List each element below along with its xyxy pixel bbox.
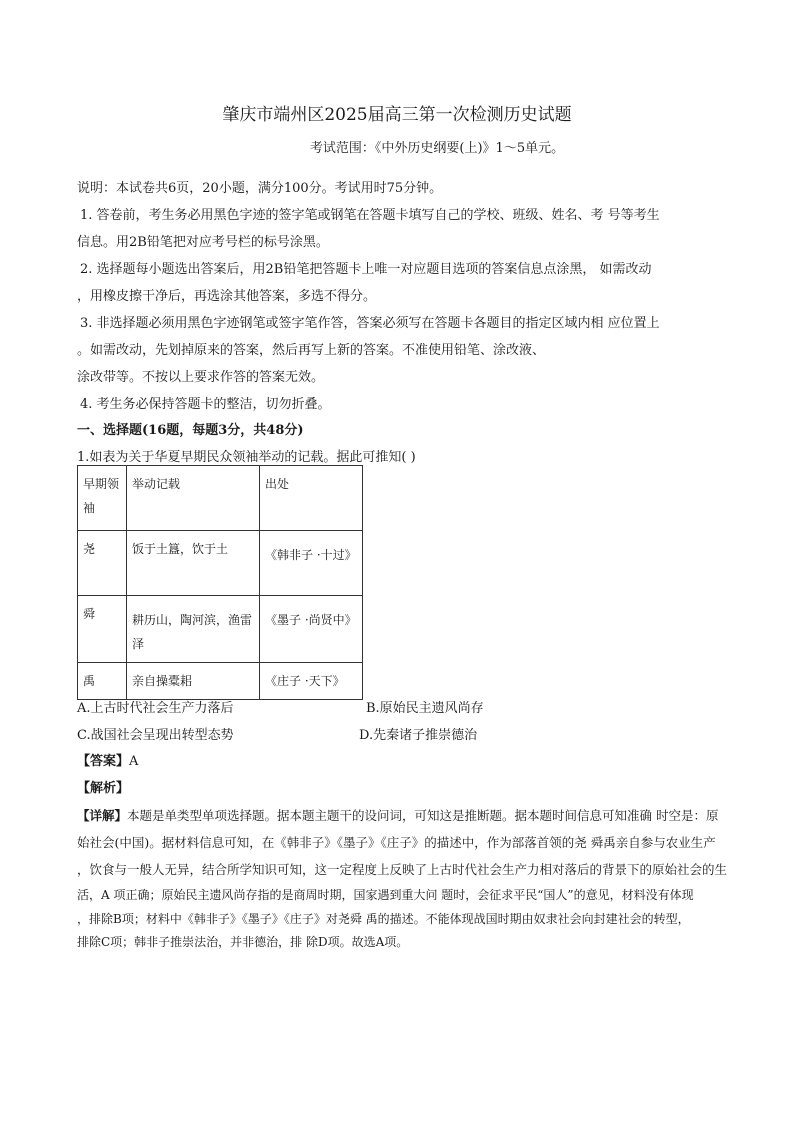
instruction-1-line2: 信息。用2B铅笔把对应考号栏的标号涂黑。 [77, 235, 329, 250]
table-row [78, 596, 363, 663]
detail-line-4: 活，A 项正确；原始民主遗风尚存指的是商周时期，国家遇到重大问 题时，会征求平民“国人”的意见，材料没有体现 [77, 888, 694, 902]
instruction-4: 4. 考生务必保持答题卡的整洁，切勿折叠。 [80, 397, 331, 412]
detail-line-5: ，排除B项；材料中《韩非子》《墨子》《庄子》对尧舜 禹的描述。不能体现战国时期由奴隶社会向封建社会的转型， [77, 912, 690, 926]
detail-line-3: ，饮食与一般人无异，结合所学知识可知，这一定程度上反映了上古时代社会生产力相对落后的背景下的原始社会的生 [77, 862, 728, 877]
detail-line-2: 始社会(中国)。据材料信息可知，在《韩非子》《墨子》《庄子》的描述中，作为部落首领的尧 舜禹亲自参与农业生产 [77, 835, 716, 850]
detail-line-1 [77, 807, 719, 825]
answer-label: 【答案】 [77, 754, 130, 769]
page-title: 肇庆市端州区2025届高三第一次检测历史试题 [222, 105, 572, 125]
instruction-2-line2: ，用橡皮擦干净后，再选涂其他答案，多选不得分。 [77, 289, 377, 304]
analysis-label: 【解析】 [77, 781, 130, 796]
detail-line-6: 排除C项；韩非子推崇法治，并非德治，排 除D项。故选A项。 [77, 935, 409, 949]
instructions-intro: 说明：本试卷共6页，20小题，满分100分。考试用时75分钟。 [77, 181, 443, 196]
table-row [78, 663, 363, 700]
instruction-3-line2: 。如需改动，先划掉原来的答案，然后再写上新的答案。不准使用铅笔、涂改液、 [77, 343, 546, 358]
instruction-3-line3: 涂改带等。不按以上要求作答的答案无效。 [77, 370, 325, 385]
table-cell: 《韩非子 ·十过》 [260, 531, 363, 596]
table-cell: 亲自操橐耜 [127, 663, 260, 700]
option-c: C.战国社会呈现出转型态势 [77, 728, 234, 743]
instruction-3-line1: 3. 非选择题必须用黑色字迹钢笔或签字笔作答，答案必须写在答题卡各题目的指定区域内相 应位置上 [80, 316, 660, 331]
table-cell: 《庄子 ·天下》 [260, 663, 363, 700]
question-1-table [77, 465, 363, 700]
answer-line [77, 753, 138, 771]
question-1-stem: 1.如表为关于华夏早期民众领袖举动的记载。据此可推知( ) [77, 450, 416, 465]
table-row [78, 531, 363, 596]
table-cell: 耕历山，陶河滨，渔雷泽 [127, 596, 260, 663]
option-d: D.先秦诸子推崇德治 [359, 728, 478, 743]
detail-text: 本题是单类型单项选择题。据本题主题干的设问词，可知这是推断题。据本题时间信息可知准确 时空是：原 [127, 808, 719, 823]
table-cell: 禹 [78, 663, 127, 700]
answer-value: A [129, 754, 139, 769]
table-header-row [78, 466, 363, 531]
exam-scope: 考试范围：《中外历史纲要(上)》1～5单元。 [309, 141, 565, 156]
instruction-2-line1: 2. 选择题每小题选出答案后，用2B铅笔把答题卡上唯一对应题目选项的答案信息点涂黑， 如需改动 [80, 262, 652, 277]
option-b: B.原始民主遗风尚存 [366, 701, 484, 716]
instruction-1-line1: 1. 答卷前，考生务必用黑色字迹的签字笔或钢笔在答题卡填写自己的学校、班级、姓名、考 号等考生 [80, 208, 660, 223]
table-header-cell: 举动记载 [127, 466, 260, 531]
table-header-cell: 早期领袖 [78, 466, 127, 531]
table-cell: 饭于土簋，饮于土 [127, 531, 260, 596]
section-heading: 一、选择题(16题，每题3分，共48分) [77, 423, 304, 438]
table-cell: 舜 [78, 596, 127, 663]
detail-label: 【详解】 [77, 808, 128, 823]
table-cell: 尧 [78, 531, 127, 596]
table-cell: 《墨子 ·尚贤中》 [260, 596, 363, 663]
option-a: A.上古时代社会生产力落后 [77, 701, 234, 716]
table-header-cell: 出处 [260, 466, 363, 531]
